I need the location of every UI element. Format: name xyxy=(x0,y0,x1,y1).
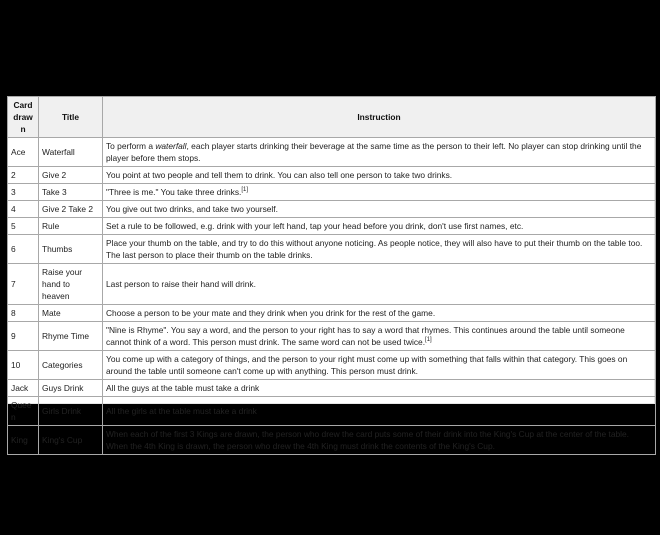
instruction-text: You give out two drinks, and take two yourself. xyxy=(106,204,278,214)
instruction-text: "Three is me." You take three drinks. xyxy=(106,187,242,197)
instruction-text: You point at two people and tell them to drink. You can also tell one person to take two drinks. xyxy=(106,170,453,180)
citation-link[interactable]: [1] xyxy=(241,187,249,194)
cell-instruction xyxy=(103,184,656,201)
cell-title: Take 3 xyxy=(39,184,103,201)
cell-instruction xyxy=(103,201,656,218)
cell-title: Rule xyxy=(39,218,103,235)
cell-title: Raise your hand to heaven xyxy=(39,264,103,305)
instruction-text: Last person to raise their hand will drink. xyxy=(106,279,256,289)
table-row xyxy=(8,264,656,305)
instruction-text: You come up with a category of things, and the person to your right must come up with something that falls within that category. This goes on around the table until someone can't come up with anything. This person must drink. xyxy=(106,354,628,376)
rules-table xyxy=(7,96,656,455)
rules-table-container xyxy=(7,96,655,451)
cell-card-drawn: 4 xyxy=(8,201,39,218)
cell-card-drawn: 8 xyxy=(8,305,39,322)
cell-card-drawn: 9 xyxy=(8,322,39,351)
cell-instruction xyxy=(103,264,656,305)
cell-card-drawn: 10 xyxy=(8,351,39,380)
cell-title: Rhyme Time xyxy=(39,322,103,351)
cell-instruction xyxy=(103,305,656,322)
cell-card-drawn: 6 xyxy=(8,235,39,264)
cell-card-drawn: King xyxy=(8,426,39,455)
cell-title: Mate xyxy=(39,305,103,322)
table-row xyxy=(8,201,656,218)
instruction-text: "Nine is Rhyme". You say a word, and the person to your right has to say a word that rhymes. This continues around the table until someone cannot think of a word. This person must drink. The same word can not be used twice. xyxy=(106,325,625,347)
cell-title: Give 2 Take 2 xyxy=(39,201,103,218)
instruction-emphasis: waterfall xyxy=(155,141,187,151)
table-row xyxy=(8,380,656,397)
table-row xyxy=(8,351,656,380)
table-row xyxy=(8,184,656,201)
cell-instruction xyxy=(103,380,656,397)
cell-title: Categories xyxy=(39,351,103,380)
cell-instruction xyxy=(103,426,656,455)
instruction-text: Set a rule to be followed, e.g. drink with your left hand, tap your head before you drink, don't use first names, etc. xyxy=(106,221,524,231)
header-instruction: Instruction xyxy=(103,97,656,138)
cell-title: King's Cup xyxy=(39,426,103,455)
cell-title: Thumbs xyxy=(39,235,103,264)
cell-card-drawn: Queen xyxy=(8,397,39,426)
header-card-drawn: Card drawn xyxy=(8,97,39,138)
cell-card-drawn: Jack xyxy=(8,380,39,397)
table-row xyxy=(8,235,656,264)
cell-instruction xyxy=(103,218,656,235)
cell-card-drawn: 5 xyxy=(8,218,39,235)
instruction-text: Choose a person to be your mate and they drink when you drink for the rest of the game. xyxy=(106,308,436,318)
instruction-text-continued: , each player starts drinking their beverage at the same time as the person to their left. No player can stop drinking until the player before them stops. xyxy=(106,141,642,163)
table-row xyxy=(8,426,656,455)
cell-card-drawn: 3 xyxy=(8,184,39,201)
table-header-row xyxy=(8,97,656,138)
cell-instruction xyxy=(103,397,656,426)
citation-link[interactable]: [1] xyxy=(425,337,432,344)
table-row xyxy=(8,167,656,184)
cell-title: Waterfall xyxy=(39,138,103,167)
cell-card-drawn: 7 xyxy=(8,264,39,305)
instruction-text: All the girls at the table must take a drink xyxy=(106,406,257,416)
table-row xyxy=(8,397,656,426)
cell-card-drawn: Ace xyxy=(8,138,39,167)
cell-title: Guys Drink xyxy=(39,380,103,397)
cell-instruction xyxy=(103,351,656,380)
cell-title: Girls Drink xyxy=(39,397,103,426)
instruction-text: To perform a xyxy=(106,141,156,151)
cell-instruction xyxy=(103,138,656,167)
instruction-text: Place your thumb on the table, and try to do this without anyone noticing. As people notice, they will also have to put their thumb on the table too. The last person to place their thumb on the table drinks. xyxy=(106,238,643,260)
cell-instruction xyxy=(103,235,656,264)
cell-card-drawn: 2 xyxy=(8,167,39,184)
cell-title: Give 2 xyxy=(39,167,103,184)
table-row xyxy=(8,322,656,351)
instruction-text: When each of the first 3 Kings are drawn, the person who drew the card puts some of their drink into the King's Cup at the center of the table. When the 4th King is drawn, the person who drew the 4th King must drink the contents of the King's Cup. xyxy=(106,429,629,451)
table-row xyxy=(8,138,656,167)
cell-instruction xyxy=(103,322,656,351)
instruction-text: All the guys at the table must take a drink xyxy=(106,383,260,393)
table-row xyxy=(8,218,656,235)
table-row xyxy=(8,305,656,322)
header-title: Title xyxy=(39,97,103,138)
cell-instruction xyxy=(103,167,656,184)
